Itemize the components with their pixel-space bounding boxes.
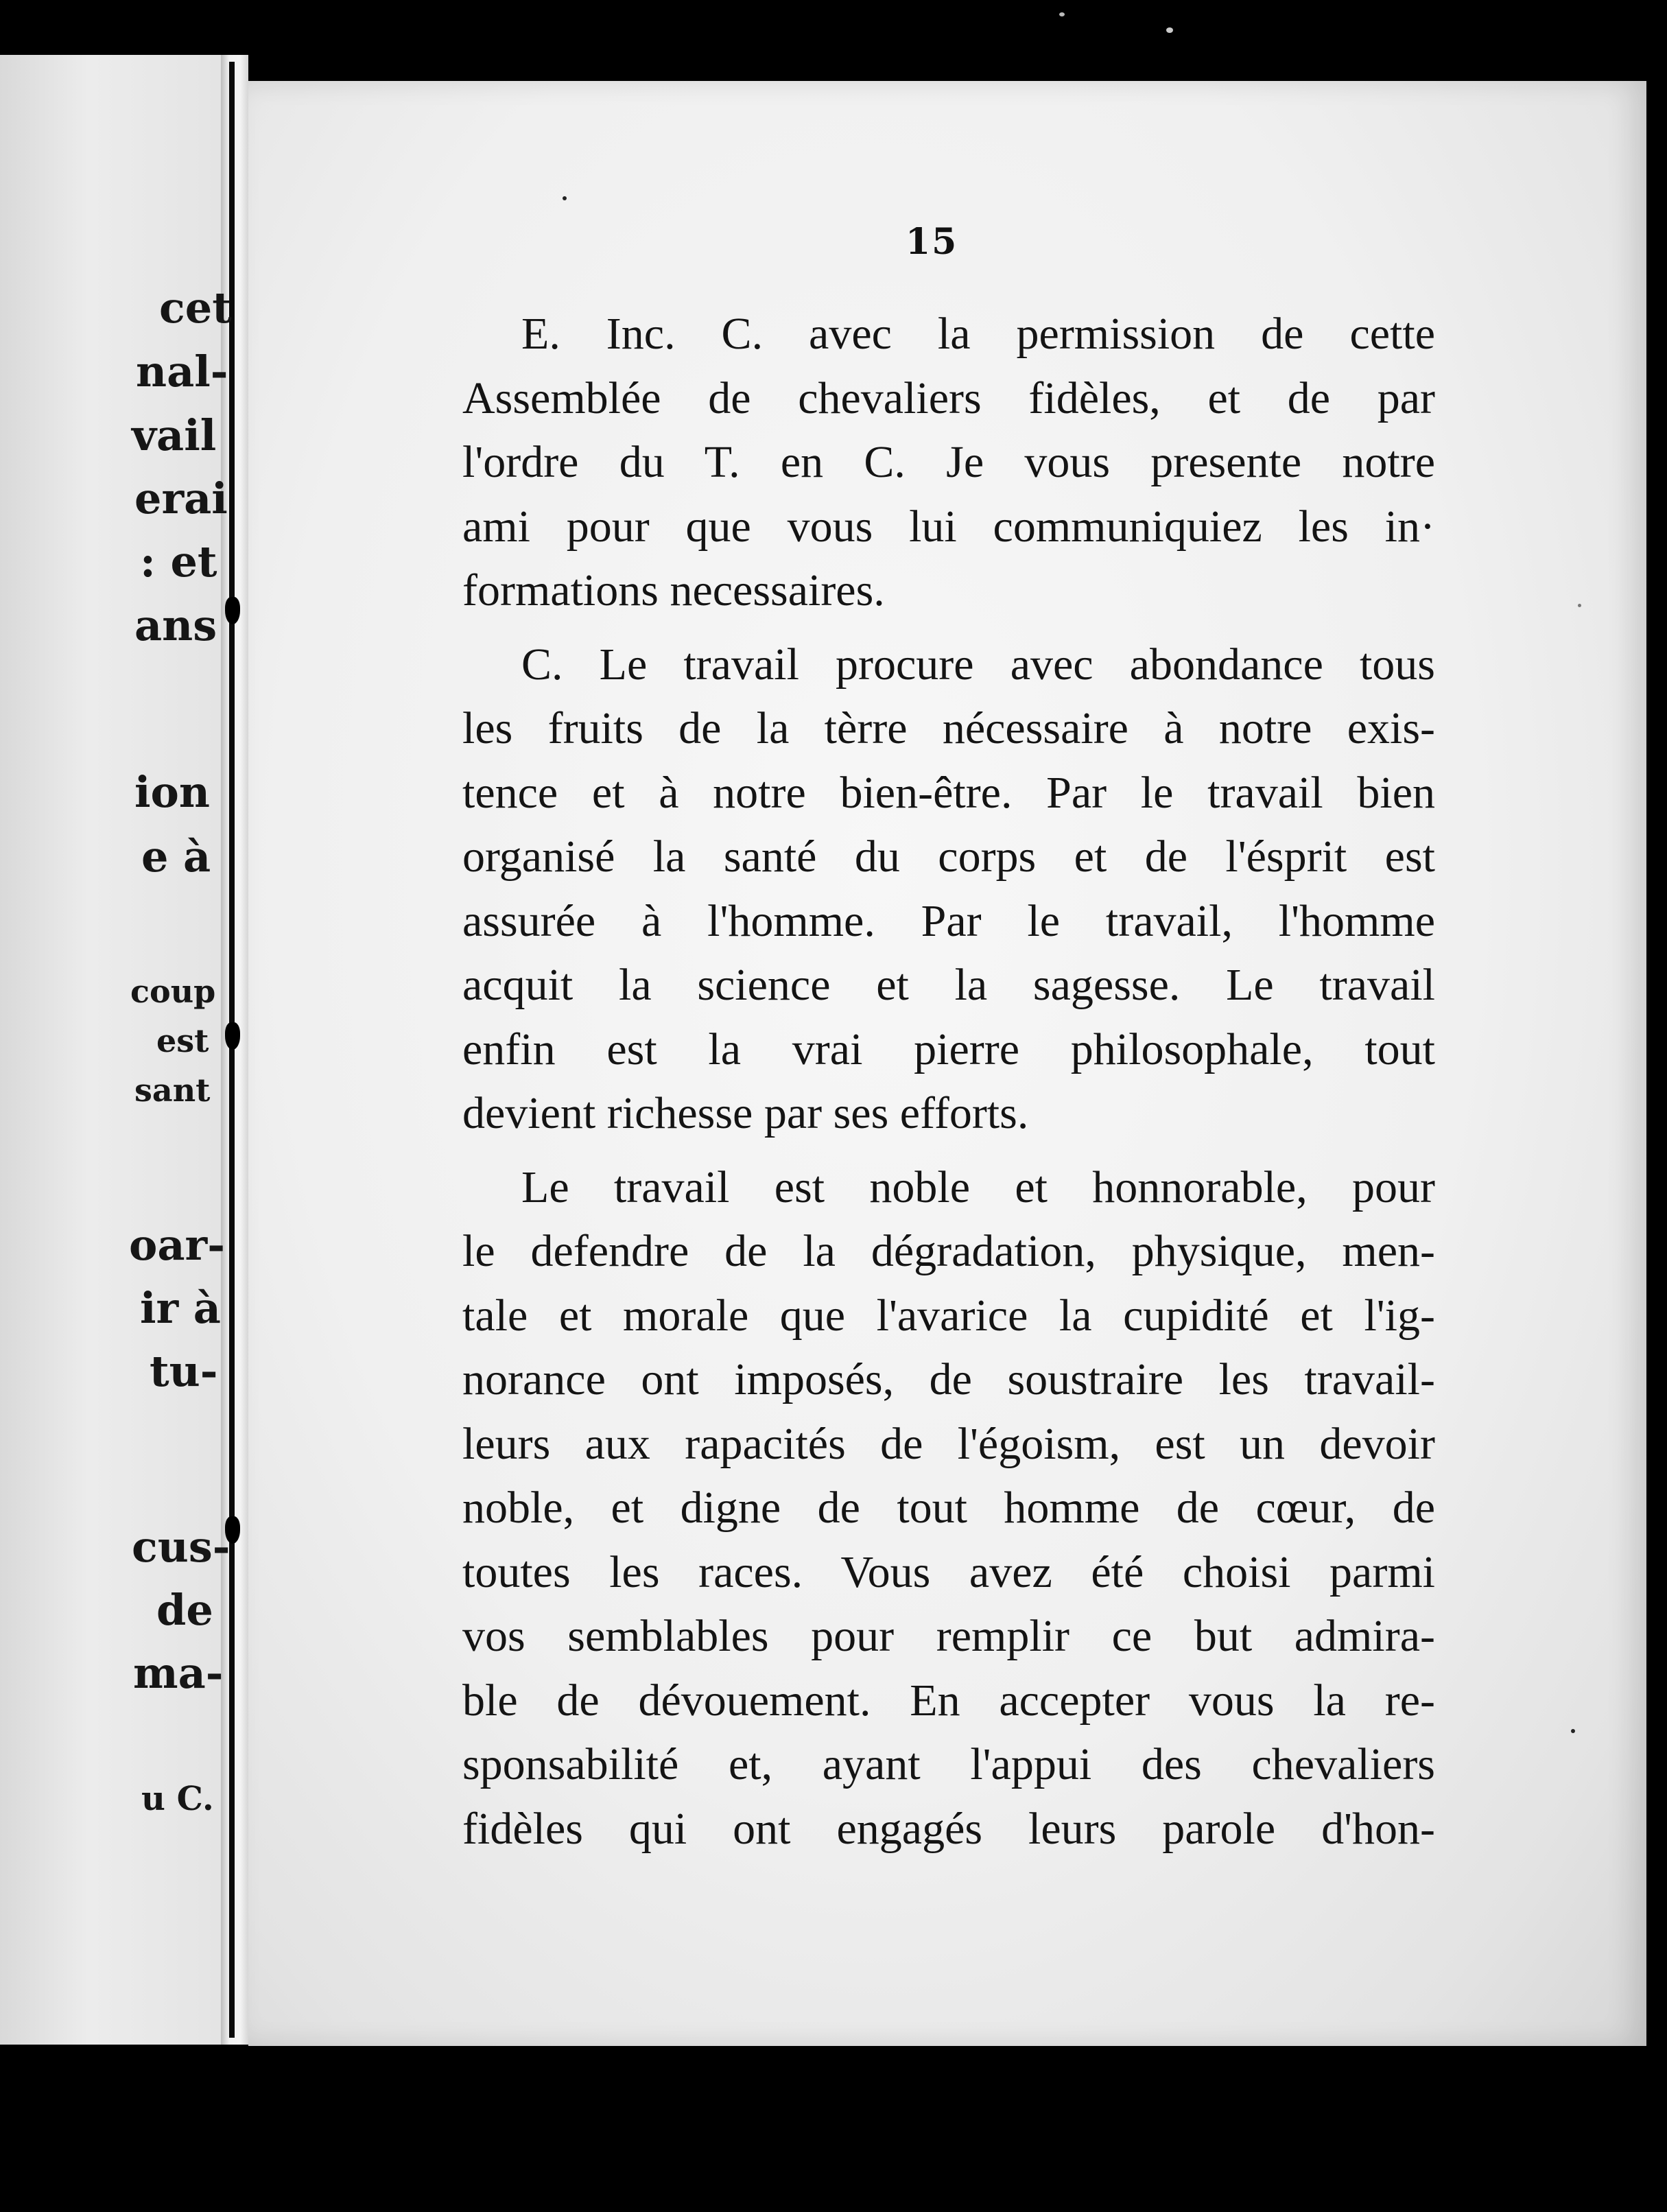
facing-page-fragment: tu-	[150, 1346, 218, 1396]
paragraph	[406, 1155, 1435, 1861]
text-line: Le travail est noble et honnorable, pour	[521, 1162, 1435, 1212]
text-line: acquit la science et la sagesse. Le travail	[462, 960, 1435, 1010]
page-number: 15	[906, 221, 958, 263]
text-line: organisé la santé du corps et de l'ésprit est	[462, 832, 1435, 882]
text-line: sponsabilité et, ayant l'appui des chevaliers	[462, 1739, 1435, 1789]
scan-speck	[1578, 604, 1581, 607]
text-line: norance ont imposés, de soustraire les travail-	[462, 1354, 1435, 1404]
gutter-rule	[229, 62, 235, 2038]
facing-page-fragment: cet	[159, 283, 232, 333]
scan-speck	[1059, 12, 1065, 16]
text-line: noble, et digne de tout homme de cœur, de	[462, 1483, 1435, 1533]
text-line: tence et à notre bien-être. Par le travail bien	[462, 767, 1435, 818]
facing-page-fragment: sant	[134, 1072, 211, 1109]
facing-page-fragment: erai	[134, 473, 228, 523]
text-line: vos semblables pour remplir ce but admira-	[462, 1611, 1435, 1661]
text-line: leurs aux rapacités de l'égoism, est un devoir	[462, 1418, 1435, 1469]
paragraph	[406, 302, 1435, 623]
text-line: toutes les races. Vous avez été choisi parmi	[462, 1546, 1435, 1597]
scan-speck	[1571, 1729, 1575, 1733]
facing-page-fragment: ma-	[133, 1648, 224, 1698]
facing-page-fragment: cus-	[132, 1522, 230, 1572]
text-line: enfin est la vrai pierre philosophale, tout	[462, 1024, 1435, 1074]
text-line: E. Inc. C. avec la permission de cette	[521, 309, 1435, 359]
text-line: fidèles qui ont engagés leurs parole d'hon-	[462, 1803, 1435, 1854]
facing-page-fragment: vail	[132, 410, 217, 460]
facing-page-fragment: nal-	[136, 346, 228, 397]
text-line: assurée à l'homme. Par le travail, l'homme	[462, 895, 1435, 946]
facing-page-fragment: est	[156, 1022, 209, 1059]
facing-page-fragment: oar-	[129, 1220, 225, 1270]
text-line: ble de dévouement. En accepter vous la re-	[462, 1675, 1435, 1726]
paragraph	[406, 633, 1435, 1146]
scan-speck	[1166, 27, 1173, 33]
facing-page-fragment: ans	[134, 600, 217, 650]
page-body	[406, 302, 1435, 1861]
text-line: C. Le travail procure avec abondance tous	[521, 639, 1435, 690]
facing-page-fragment: ion	[134, 767, 210, 817]
text-line: l'ordre du T. en C. Je vous presente notre	[462, 437, 1435, 487]
facing-page-fragment: coup	[130, 973, 216, 1010]
text-line: tale et morale que l'avarice la cupidité et l'ig-	[462, 1290, 1435, 1341]
text-line: Assemblée de chevaliers fidèles, et de par	[462, 373, 1435, 423]
text-line: ami pour que vous lui communiquiez les in·	[462, 501, 1435, 552]
facing-page-fragment: e à	[141, 832, 211, 882]
scan-speck	[563, 196, 567, 200]
facing-page-fragment: de	[156, 1585, 213, 1635]
facing-page-fragment: ir à	[140, 1283, 221, 1333]
binding-mark	[225, 597, 240, 624]
text-line: les fruits de la tèrre nécessaire à notre exis-	[462, 703, 1435, 753]
text-line: le defendre de la dégradation, physique, men-	[462, 1226, 1435, 1276]
text-line: formations necessaires.	[462, 565, 885, 615]
binding-mark	[225, 1022, 240, 1050]
facing-page-fragment: u C.	[141, 1780, 214, 1818]
text-line: devient richesse par ses efforts.	[462, 1088, 1029, 1138]
facing-page-fragment: : et	[140, 537, 217, 587]
